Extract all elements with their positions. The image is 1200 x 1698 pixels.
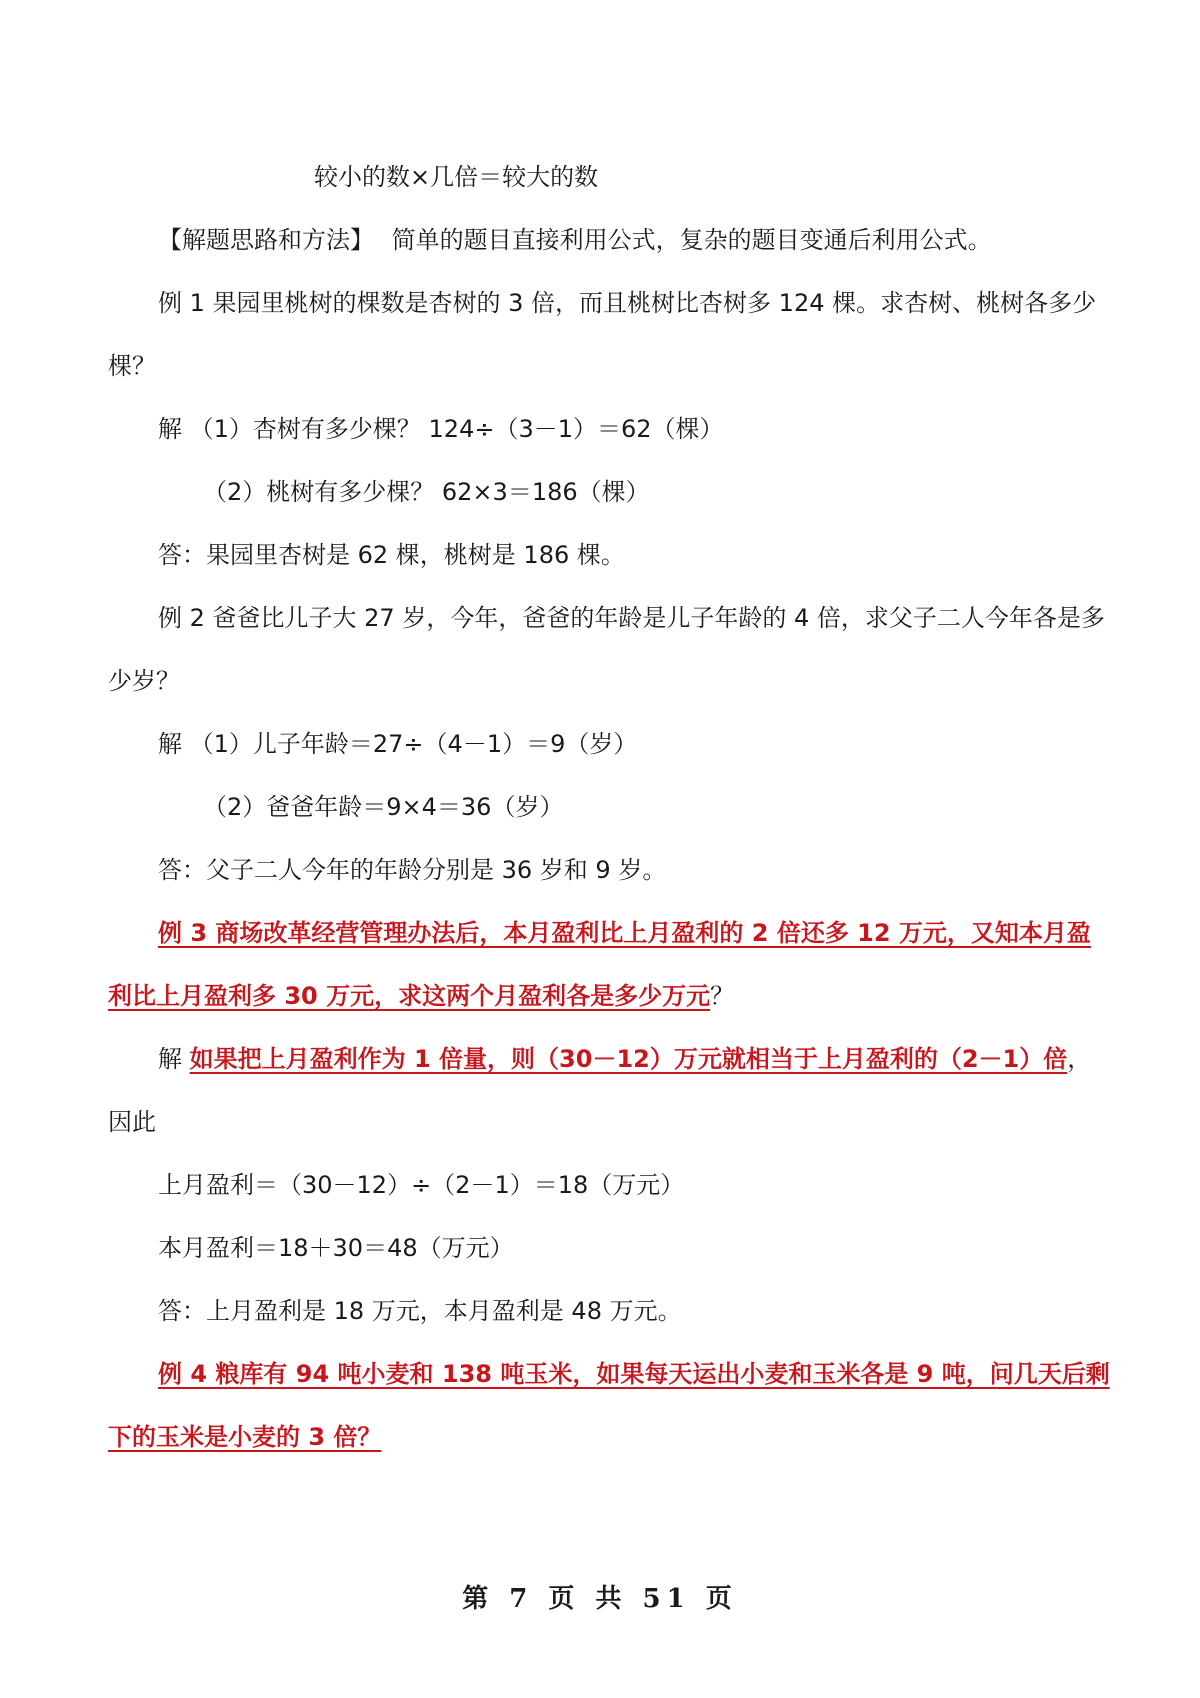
method-line [158, 223, 992, 257]
example-3-calc-this-month: 本月盈利＝18＋30＝48（万元） [158, 1234, 514, 1262]
example-3-question-mark: ？ [710, 982, 735, 1010]
example-1-question-line-2: 棵？ [108, 352, 156, 380]
example-2-solution-step-2: （2）爸爸年龄＝9×4＝36（岁） [203, 793, 564, 821]
example-4-question-line-2: 下的玉米是小麦的 3 倍？ [108, 1423, 382, 1451]
method-text: 简单的题目直接利用公式，复杂的题目变通后利用公式。 [391, 226, 992, 254]
example-2-answer: 答：父子二人今年的年龄分别是 36 岁和 9 岁。 [158, 856, 667, 884]
example-3-question-line-2 [108, 979, 734, 1013]
example-3-solution-label: 解 [158, 1045, 190, 1073]
example-4-question-line-1: 例 4 粮库有 94 吨小麦和 138 吨玉米，如果每天运出小麦和玉米各是 9 吨，问几天后剩 [158, 1360, 1110, 1388]
example-2-solution-step-1: 解 （1）儿子年龄＝27÷（4－1）＝9（岁） [158, 730, 638, 758]
example-2-question-line-2: 少岁？ [108, 667, 180, 695]
page-number-footer: 第 7 页 共 51 页 [462, 1584, 738, 1614]
example-1-question-line-1: 例 1 果园里桃树的棵数是杏树的 3 倍，而且桃树比杏树多 124 棵。求杏树、桃树各多少 [158, 289, 1097, 317]
formula-line: 较小的数×几倍＝较大的数 [314, 163, 599, 191]
example-3-question-line-1: 例 3 商场改革经营管理办法后，本月盈利比上月盈利的 2 倍还多 12 万元，又知本月盈 [158, 919, 1091, 947]
method-label: 【解题思路和方法】 [158, 226, 374, 254]
example-3-solution-line [158, 1042, 1091, 1076]
example-3-solution-continuation: 因此 [108, 1108, 156, 1136]
example-3-solution-comma: ， [1067, 1045, 1092, 1073]
example-3-question-text: 利比上月盈利多 30 万元，求这两个月盈利各是多少万元 [108, 982, 711, 1010]
example-3-calc-last-month: 上月盈利＝（30－12）÷（2－1）＝18（万元） [158, 1171, 685, 1199]
example-1-solution-step-1: 解 （1）杏树有多少棵？ 124÷（3－1）＝62（棵） [158, 415, 724, 443]
example-3-solution-text: 如果把上月盈利作为 1 倍量，则（30－12）万元就相当于上月盈利的（2－1）倍 [189, 1045, 1068, 1073]
example-2-question-line-1: 例 2 爸爸比儿子大 27 岁，今年，爸爸的年龄是儿子年龄的 4 倍，求父子二人今年各是多 [158, 604, 1105, 632]
example-3-answer: 答：上月盈利是 18 万元，本月盈利是 48 万元。 [158, 1297, 682, 1325]
example-1-answer: 答：果园里杏树是 62 棵，桃树是 186 棵。 [158, 541, 625, 569]
example-1-solution-step-2: （2）桃树有多少棵？ 62×3＝186（棵） [203, 478, 650, 506]
